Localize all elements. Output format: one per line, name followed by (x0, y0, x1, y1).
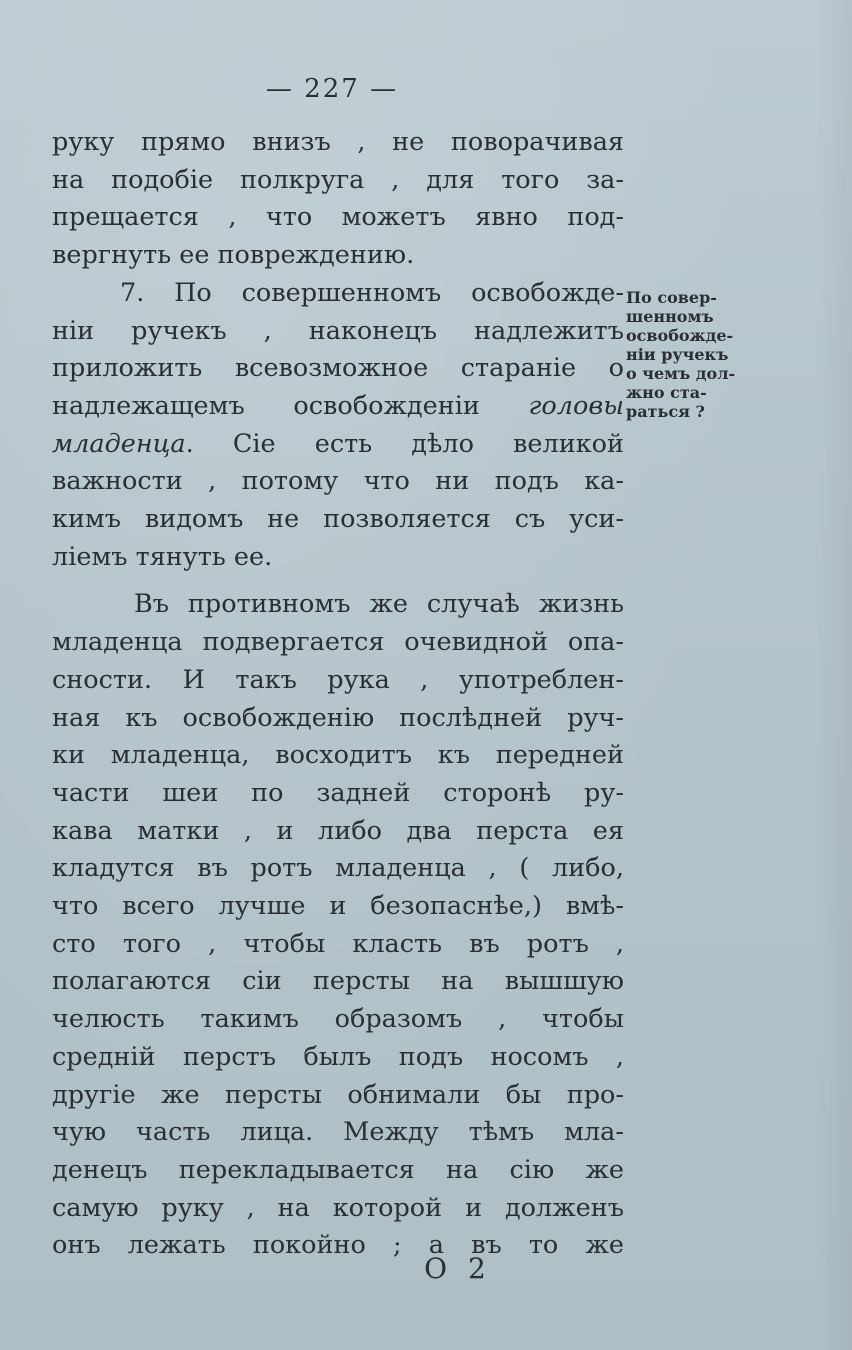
text-line: прещается , что можетъ явно под- (52, 202, 624, 233)
text-fragment: . Сіе есть дѣло великой (185, 428, 624, 459)
text-line: ки младенца, восходитъ къ передней (52, 740, 624, 771)
text-line: онъ лежать покойно ; а въ то же (52, 1230, 624, 1261)
text-line (52, 388, 624, 426)
text-line: кладутся въ ротъ младенца , ( либо, (52, 853, 624, 884)
emphasis-text: головы (528, 390, 624, 421)
text-line: Въ противномъ же случаѣ жизнь (134, 589, 624, 620)
text-line: ліемъ тянуть ее. (52, 541, 273, 572)
margin-note-line: раться ? (626, 402, 705, 421)
margin-note-line: жно ста- (626, 383, 707, 402)
text-line: вергнуть ее повреждению. (52, 240, 415, 271)
text-line: что всего лучше и безопаснѣе,) вмѣ- (52, 891, 624, 922)
text-line: кимъ видомъ не позволяется съ уси- (52, 504, 624, 535)
text-line: на подобіе полкруга , для того за- (52, 164, 624, 195)
margin-note-line: шенномъ (626, 307, 714, 326)
body-text (52, 124, 624, 1265)
text-line: полагаются сіи персты на вышшую (52, 966, 624, 997)
margin-note-line: освобожде- (626, 326, 734, 345)
text-line: руку прямо внизъ , не поворачивая (52, 127, 624, 157)
text-line: 7. По совершенномъ освобожде- (120, 277, 624, 308)
text-line: приложить всевозможное стараніе о (52, 353, 624, 384)
text-line: кава матки , и либо два перста ея (52, 815, 624, 846)
text-line: средній перстъ былъ подъ носомъ , (52, 1041, 624, 1072)
margin-note-line: ніи ручекъ (626, 345, 729, 364)
text-line: младенца подвергается очевидной опа- (52, 627, 624, 658)
signature-mark: O 2 (424, 1252, 492, 1285)
margin-note-line: По совер- (626, 288, 717, 307)
text-line (52, 426, 624, 464)
text-line: сности. И такъ рука , употреблен- (52, 664, 624, 695)
text-line: сто того , чтобы класть въ ротъ , (52, 928, 624, 959)
page-number: — 227 — (265, 74, 399, 104)
text-line: денецъ перекладывается на сію же (52, 1154, 624, 1185)
text-line: ная къ освобожденію послѣдней руч- (52, 702, 624, 733)
text-line: челюсть такимъ образомъ , чтобы (52, 1004, 624, 1035)
page-edge-shadow (816, 0, 852, 1350)
paragraph-gap (52, 576, 624, 586)
margin-note-line: о чемъ дол- (626, 364, 736, 383)
text-line: ніи ручекъ , наконецъ надлежитъ (52, 315, 624, 346)
margin-note (626, 288, 761, 421)
text-line: другіе же персты обнимали бы про- (52, 1079, 624, 1110)
text-line: важности , потому что ни подъ ка- (52, 466, 624, 497)
text-line: чую часть лица. Между тѣмъ мла- (52, 1117, 624, 1148)
text-fragment: надлежащемъ освобожденіи (52, 390, 529, 421)
text-line: части шеи по задней сторонѣ ру- (52, 777, 624, 808)
emphasis-text: младенца (52, 428, 186, 459)
text-line: самую руку , на которой и долженъ (52, 1192, 624, 1223)
